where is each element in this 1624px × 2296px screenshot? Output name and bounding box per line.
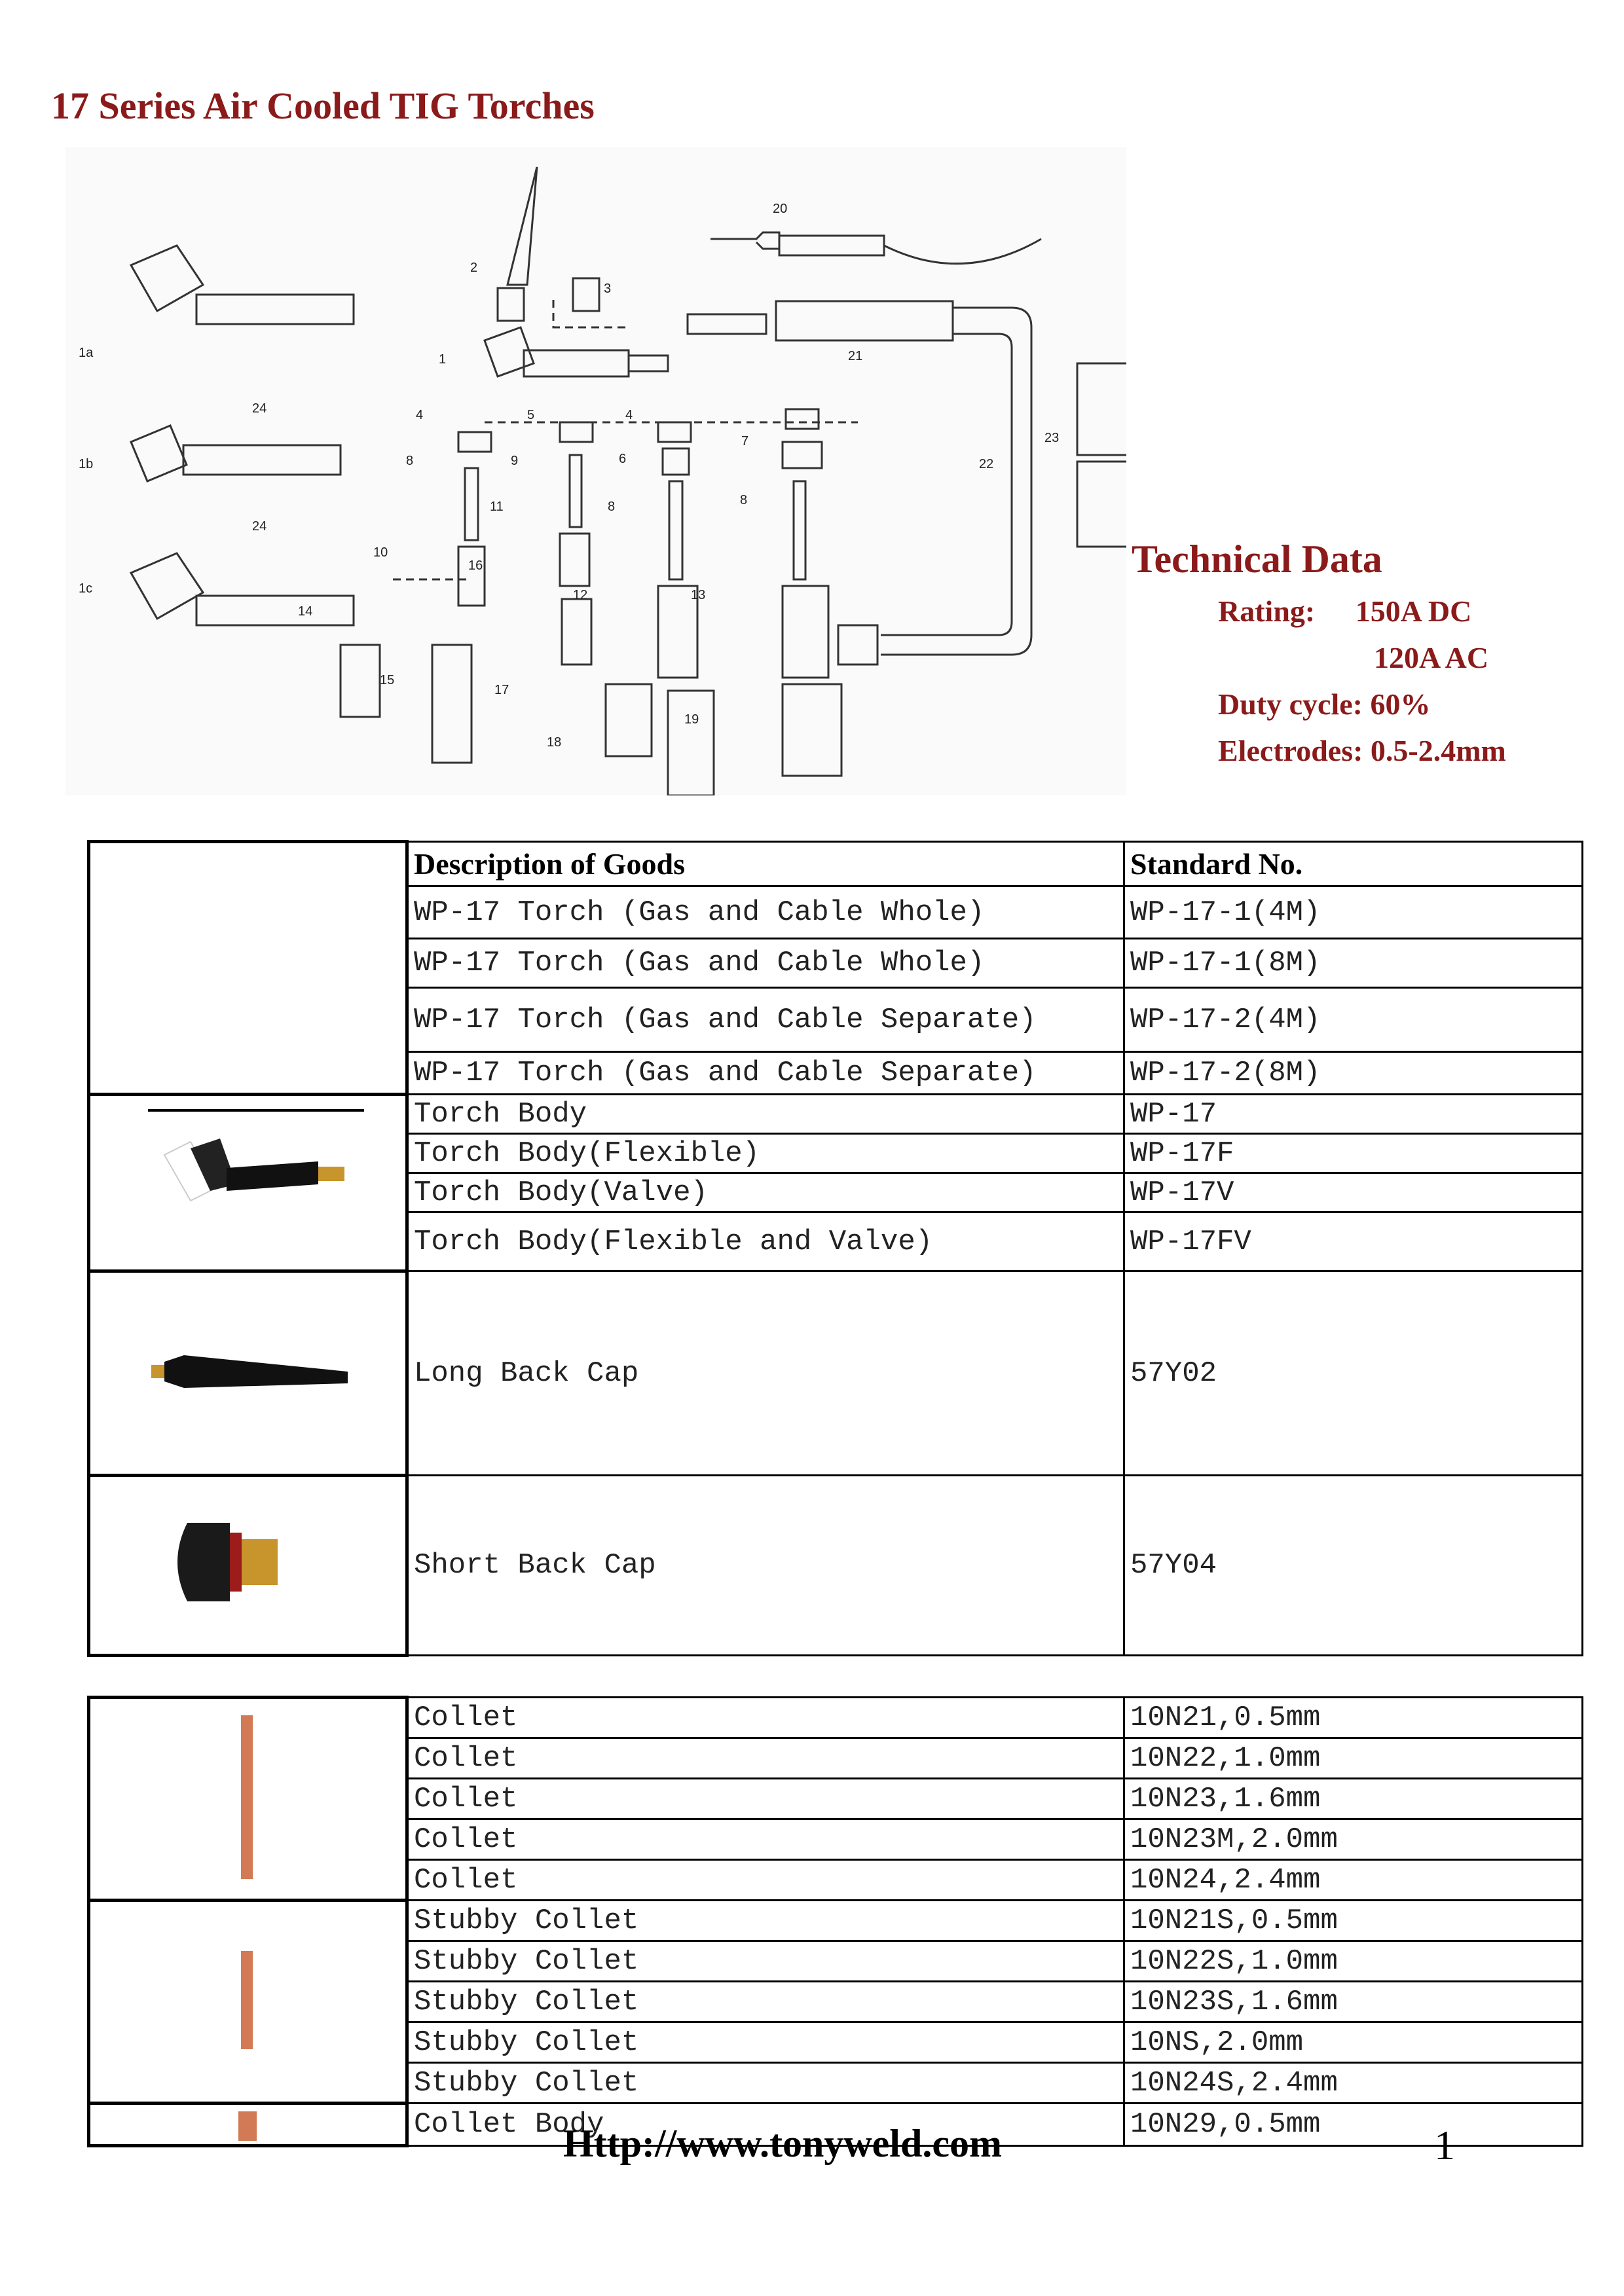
diagram-label: 1a xyxy=(79,346,94,360)
header-description: Description of Goods xyxy=(407,842,1124,886)
diagram-label: 14 xyxy=(298,604,313,619)
duty-cycle: Duty cycle: 60% xyxy=(1218,687,1431,721)
torch-image-cell xyxy=(89,842,407,1095)
cell-description: WP-17 Torch (Gas and Cable Whole) xyxy=(407,939,1124,988)
cell-standard: 10N23M,2.0mm xyxy=(1124,1819,1583,1860)
cell-standard: WP-17 xyxy=(1124,1095,1583,1134)
cell-standard: WP-17-1(4M) xyxy=(1124,886,1583,939)
table-row xyxy=(89,1698,1583,1738)
torch-body-image xyxy=(96,1096,400,1266)
cell-description: WP-17 Torch (Gas and Cable Separate) xyxy=(407,1052,1124,1095)
cell-description: Collet Body xyxy=(407,2104,1124,2146)
rating-label: Rating: xyxy=(1218,594,1316,628)
cell-description: Collet xyxy=(407,1860,1124,1901)
footer-url[interactable]: Http://www.tonyweld.com xyxy=(563,2122,1002,2165)
cell-standard: WP-17-2(8M) xyxy=(1124,1052,1583,1095)
diagram-label: 8 xyxy=(740,493,748,507)
cell-description: Collet xyxy=(407,1819,1124,1860)
diagram-label: 9 xyxy=(511,454,519,468)
collet-image-cell xyxy=(89,1698,407,1901)
cell-standard: 57Y04 xyxy=(1124,1476,1583,1656)
cell-description: Collet xyxy=(407,1698,1124,1738)
diagram-label: 19 xyxy=(684,712,699,727)
diagram-label: 1c xyxy=(79,581,93,596)
cell-description: Torch Body(Valve) xyxy=(407,1173,1124,1212)
cell-standard: WP-17-1(8M) xyxy=(1124,939,1583,988)
diagram-label: 5 xyxy=(527,408,535,422)
header-standard: Standard No. xyxy=(1124,842,1583,886)
cell-standard: 10N24,2.4mm xyxy=(1124,1860,1583,1901)
torch-body-image-cell xyxy=(89,1095,407,1271)
cell-standard: WP-17F xyxy=(1124,1134,1583,1173)
diagram-label: 10 xyxy=(373,545,388,560)
cell-standard: WP-17FV xyxy=(1124,1212,1583,1271)
table-row xyxy=(89,1476,1583,1656)
table-row xyxy=(89,1095,1583,1134)
diagram-label: 18 xyxy=(547,735,562,750)
cell-description: Torch Body xyxy=(407,1095,1124,1134)
cell-standard: 10N23,1.6mm xyxy=(1124,1779,1583,1819)
diagram-label: 3 xyxy=(604,282,612,296)
electrodes: Electrodes: 0.5-2.4mm xyxy=(1218,734,1506,767)
cell-description: Long Back Cap xyxy=(407,1271,1124,1476)
rating-ac: 120A AC xyxy=(1374,641,1489,674)
collet-body-image xyxy=(96,2105,400,2141)
page-title: 17 Series Air Cooled TIG Torches xyxy=(51,84,595,127)
diagram-label: 7 xyxy=(741,434,749,448)
diagram-label: 12 xyxy=(573,588,588,602)
diagram-label: 13 xyxy=(691,588,706,602)
cell-description: Collet xyxy=(407,1738,1124,1779)
cell-description: Torch Body(Flexible and Valve) xyxy=(407,1212,1124,1271)
diagram-label: 24 xyxy=(252,519,267,534)
long-back-cap-image xyxy=(96,1273,400,1470)
diagram-label: 1 xyxy=(439,352,447,367)
cell-standard: 10N29,0.5mm xyxy=(1124,2104,1583,2146)
short-back-cap-image-cell xyxy=(89,1476,407,1656)
diagram-label: 4 xyxy=(625,408,633,422)
diagram-label: 17 xyxy=(494,683,509,697)
cell-description: WP-17 Torch (Gas and Cable Separate) xyxy=(407,988,1124,1052)
collet-image xyxy=(96,1699,400,1895)
diagram-label: 1b xyxy=(79,457,94,471)
cell-standard: 10N22,1.0mm xyxy=(1124,1738,1583,1779)
cell-description: WP-17 Torch (Gas and Cable Whole) xyxy=(407,886,1124,939)
products-table-2 xyxy=(87,1696,1583,2147)
exploded-parts-diagram xyxy=(65,147,1126,795)
cell-standard: 57Y02 xyxy=(1124,1271,1583,1476)
collet-body-image-cell xyxy=(89,2104,407,2146)
cell-standard: WP-17-2(4M) xyxy=(1124,988,1583,1052)
diagram-label: 11 xyxy=(490,500,504,514)
diagram-label: 20 xyxy=(773,202,788,216)
diagram-label: 24 xyxy=(252,401,267,416)
diagram-label: 2 xyxy=(470,261,478,275)
diagram-label: 16 xyxy=(468,558,483,573)
cell-description: Collet xyxy=(407,1779,1124,1819)
table-row xyxy=(89,1901,1583,1941)
stubby-collet-image xyxy=(96,1902,400,2098)
rating-dc: 150A DC xyxy=(1355,594,1472,628)
page-number: 1 xyxy=(1434,2122,1455,2168)
diagram-label: 23 xyxy=(1044,431,1060,445)
diagram-label: 4 xyxy=(416,408,424,422)
products-table-1 xyxy=(87,840,1583,1657)
cell-description: Stubby Collet xyxy=(407,2022,1124,2063)
diagram-label: 8 xyxy=(406,454,414,468)
stubby-collet-image-cell xyxy=(89,1901,407,2104)
cell-standard: 10N24S,2.4mm xyxy=(1124,2063,1583,2104)
cell-description: Stubby Collet xyxy=(407,1941,1124,1982)
cell-standard: 10N22S,1.0mm xyxy=(1124,1941,1583,1982)
diagram-label: 22 xyxy=(979,457,994,471)
technical-data xyxy=(1132,537,1506,768)
cell-standard: 10NS,2.0mm xyxy=(1124,2022,1583,2063)
cell-description: Short Back Cap xyxy=(407,1476,1124,1656)
cell-standard: 10N21,0.5mm xyxy=(1124,1698,1583,1738)
cell-description: Torch Body(Flexible) xyxy=(407,1134,1124,1173)
cell-standard: 10N21S,0.5mm xyxy=(1124,1901,1583,1941)
long-back-cap-image-cell xyxy=(89,1271,407,1476)
short-back-cap-image xyxy=(96,1477,400,1650)
table-header-row xyxy=(89,842,1583,886)
diagram-label: 21 xyxy=(848,349,863,363)
diagram-label: 15 xyxy=(380,673,395,687)
cell-description: Stubby Collet xyxy=(407,1901,1124,1941)
table-row xyxy=(89,1271,1583,1476)
cell-standard: WP-17V xyxy=(1124,1173,1583,1212)
diagram-label: 8 xyxy=(608,500,616,514)
cell-description: Stubby Collet xyxy=(407,1982,1124,2022)
diagram-label: 6 xyxy=(619,452,627,466)
tech-heading: Technical Data xyxy=(1132,538,1382,581)
cell-description: Stubby Collet xyxy=(407,2063,1124,2104)
cell-standard: 10N23S,1.6mm xyxy=(1124,1982,1583,2022)
